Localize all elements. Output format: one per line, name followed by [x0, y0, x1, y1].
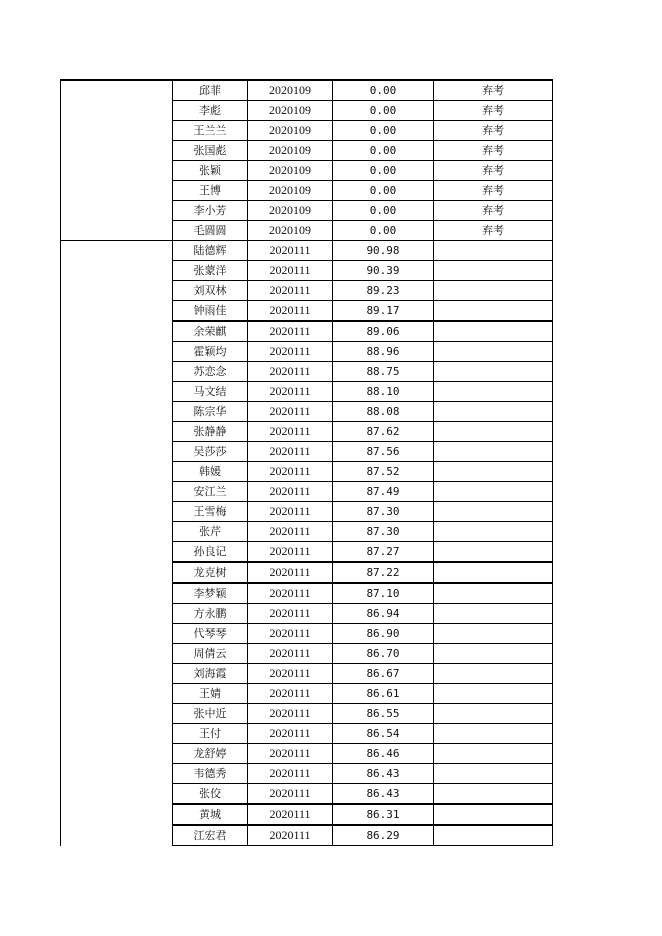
name-cell: 张蒙洋: [173, 261, 248, 281]
code-cell: 2020111: [248, 321, 333, 342]
remark-cell: 弃考: [434, 80, 553, 101]
name-cell: 黄城: [173, 804, 248, 825]
name-cell: 霍颖均: [173, 342, 248, 362]
code-cell: 2020111: [248, 825, 333, 846]
name-cell: 陆德辉: [173, 241, 248, 261]
name-cell: 王博: [173, 181, 248, 201]
code-cell: 2020111: [248, 624, 333, 644]
name-cell: 江宏君: [173, 825, 248, 846]
remark-cell: [434, 583, 553, 604]
code-cell: 2020111: [248, 764, 333, 784]
score-cell: 86.54: [333, 724, 434, 744]
code-cell: 2020111: [248, 422, 333, 442]
score-cell: 89.06: [333, 321, 434, 342]
code-cell: 2020111: [248, 442, 333, 462]
name-cell: 李彪: [173, 101, 248, 121]
score-cell: 86.67: [333, 664, 434, 684]
score-cell: 87.52: [333, 462, 434, 482]
score-cell: 88.75: [333, 362, 434, 382]
score-table-body: [61, 80, 553, 846]
code-cell: 2020109: [248, 181, 333, 201]
remark-cell: [434, 684, 553, 704]
name-cell: 吴莎莎: [173, 442, 248, 462]
name-cell: 苏恋念: [173, 362, 248, 382]
score-cell: 0.00: [333, 80, 434, 101]
remark-cell: [434, 362, 553, 382]
score-cell: 90.39: [333, 261, 434, 281]
remark-cell: [434, 502, 553, 522]
code-cell: 2020109: [248, 101, 333, 121]
score-cell: 86.55: [333, 704, 434, 724]
name-cell: 韩媛: [173, 462, 248, 482]
name-cell: 张颖: [173, 161, 248, 181]
name-cell: 王兰兰: [173, 121, 248, 141]
score-cell: 88.08: [333, 402, 434, 422]
score-cell: 87.30: [333, 502, 434, 522]
remark-cell: [434, 744, 553, 764]
code-cell: 2020111: [248, 724, 333, 744]
name-cell: 代琴琴: [173, 624, 248, 644]
score-cell: 86.31: [333, 804, 434, 825]
code-cell: 2020111: [248, 542, 333, 563]
name-cell: 陈宗华: [173, 402, 248, 422]
name-cell: 毛圆圆: [173, 221, 248, 241]
score-cell: 87.10: [333, 583, 434, 604]
table-row: [61, 241, 553, 261]
code-cell: 2020111: [248, 342, 333, 362]
score-cell: 87.22: [333, 562, 434, 583]
code-cell: 2020111: [248, 382, 333, 402]
code-cell: 2020111: [248, 804, 333, 825]
code-cell: 2020111: [248, 281, 333, 301]
remark-cell: [434, 241, 553, 261]
remark-cell: [434, 724, 553, 744]
code-cell: 2020111: [248, 402, 333, 422]
score-cell: 90.98: [333, 241, 434, 261]
name-cell: 周倩云: [173, 644, 248, 664]
remark-cell: [434, 482, 553, 502]
code-cell: 2020109: [248, 201, 333, 221]
table-row: [61, 80, 553, 101]
score-cell: 86.43: [333, 764, 434, 784]
name-cell: 张芹: [173, 522, 248, 542]
remark-cell: [434, 261, 553, 281]
score-cell: 88.10: [333, 382, 434, 402]
code-cell: 2020111: [248, 261, 333, 281]
score-table: [60, 79, 553, 846]
remark-cell: [434, 342, 553, 362]
name-cell: 龙克树: [173, 562, 248, 583]
score-cell: 86.94: [333, 604, 434, 624]
score-cell: 87.49: [333, 482, 434, 502]
score-cell: 87.56: [333, 442, 434, 462]
code-cell: 2020111: [248, 301, 333, 322]
code-cell: 2020111: [248, 644, 333, 664]
score-cell: 86.90: [333, 624, 434, 644]
name-cell: 王付: [173, 724, 248, 744]
remark-cell: [434, 542, 553, 563]
remark-cell: 弃考: [434, 161, 553, 181]
score-cell: 89.23: [333, 281, 434, 301]
code-cell: 2020111: [248, 241, 333, 261]
code-cell: 2020111: [248, 502, 333, 522]
code-cell: 2020111: [248, 684, 333, 704]
remark-cell: [434, 281, 553, 301]
name-cell: 李小芳: [173, 201, 248, 221]
score-cell: 0.00: [333, 221, 434, 241]
code-cell: 2020111: [248, 462, 333, 482]
score-cell: 86.29: [333, 825, 434, 846]
code-cell: 2020109: [248, 141, 333, 161]
group-cell: [61, 241, 173, 846]
code-cell: 2020111: [248, 704, 333, 724]
score-cell: 86.43: [333, 784, 434, 805]
remark-cell: [434, 422, 553, 442]
name-cell: 孙良记: [173, 542, 248, 563]
remark-cell: 弃考: [434, 221, 553, 241]
name-cell: 王雪梅: [173, 502, 248, 522]
remark-cell: [434, 462, 553, 482]
name-cell: 李梦颖: [173, 583, 248, 604]
remark-cell: [434, 321, 553, 342]
name-cell: 张静静: [173, 422, 248, 442]
score-cell: 0.00: [333, 201, 434, 221]
name-cell: 邱菲: [173, 80, 248, 101]
remark-cell: [434, 382, 553, 402]
score-cell: 86.70: [333, 644, 434, 664]
score-cell: 0.00: [333, 181, 434, 201]
name-cell: 余荣麒: [173, 321, 248, 342]
remark-cell: [434, 301, 553, 322]
remark-cell: 弃考: [434, 201, 553, 221]
code-cell: 2020111: [248, 522, 333, 542]
name-cell: 安江兰: [173, 482, 248, 502]
remark-cell: 弃考: [434, 141, 553, 161]
name-cell: 张中近: [173, 704, 248, 724]
score-cell: 89.17: [333, 301, 434, 322]
code-cell: 2020109: [248, 121, 333, 141]
code-cell: 2020109: [248, 161, 333, 181]
code-cell: 2020109: [248, 80, 333, 101]
score-cell: 0.00: [333, 101, 434, 121]
name-cell: 马文结: [173, 382, 248, 402]
score-cell: 0.00: [333, 121, 434, 141]
remark-cell: [434, 604, 553, 624]
remark-cell: [434, 562, 553, 583]
code-cell: 2020111: [248, 664, 333, 684]
score-cell: 87.62: [333, 422, 434, 442]
remark-cell: 弃考: [434, 101, 553, 121]
remark-cell: [434, 804, 553, 825]
code-cell: 2020109: [248, 221, 333, 241]
name-cell: 刘双林: [173, 281, 248, 301]
code-cell: 2020111: [248, 604, 333, 624]
remark-cell: [434, 624, 553, 644]
remark-cell: [434, 825, 553, 846]
name-cell: 钟雨佳: [173, 301, 248, 322]
name-cell: 龙舒婷: [173, 744, 248, 764]
score-cell: 86.61: [333, 684, 434, 704]
code-cell: 2020111: [248, 362, 333, 382]
remark-cell: [434, 764, 553, 784]
code-cell: 2020111: [248, 562, 333, 583]
code-cell: 2020111: [248, 583, 333, 604]
score-cell: 0.00: [333, 141, 434, 161]
name-cell: 张佼: [173, 784, 248, 805]
remark-cell: [434, 402, 553, 422]
score-cell: 87.30: [333, 522, 434, 542]
code-cell: 2020111: [248, 482, 333, 502]
remark-cell: 弃考: [434, 121, 553, 141]
remark-cell: [434, 442, 553, 462]
remark-cell: [434, 704, 553, 724]
remark-cell: [434, 664, 553, 684]
code-cell: 2020111: [248, 784, 333, 805]
name-cell: 韦德秀: [173, 764, 248, 784]
group-cell: [61, 80, 173, 241]
score-cell: 87.27: [333, 542, 434, 563]
score-cell: 86.46: [333, 744, 434, 764]
remark-cell: [434, 644, 553, 664]
remark-cell: [434, 784, 553, 805]
score-cell: 88.96: [333, 342, 434, 362]
name-cell: 刘海霞: [173, 664, 248, 684]
code-cell: 2020111: [248, 744, 333, 764]
remark-cell: 弃考: [434, 181, 553, 201]
remark-cell: [434, 522, 553, 542]
score-cell: 0.00: [333, 161, 434, 181]
name-cell: 方永鹏: [173, 604, 248, 624]
name-cell: 张国彪: [173, 141, 248, 161]
name-cell: 王婧: [173, 684, 248, 704]
